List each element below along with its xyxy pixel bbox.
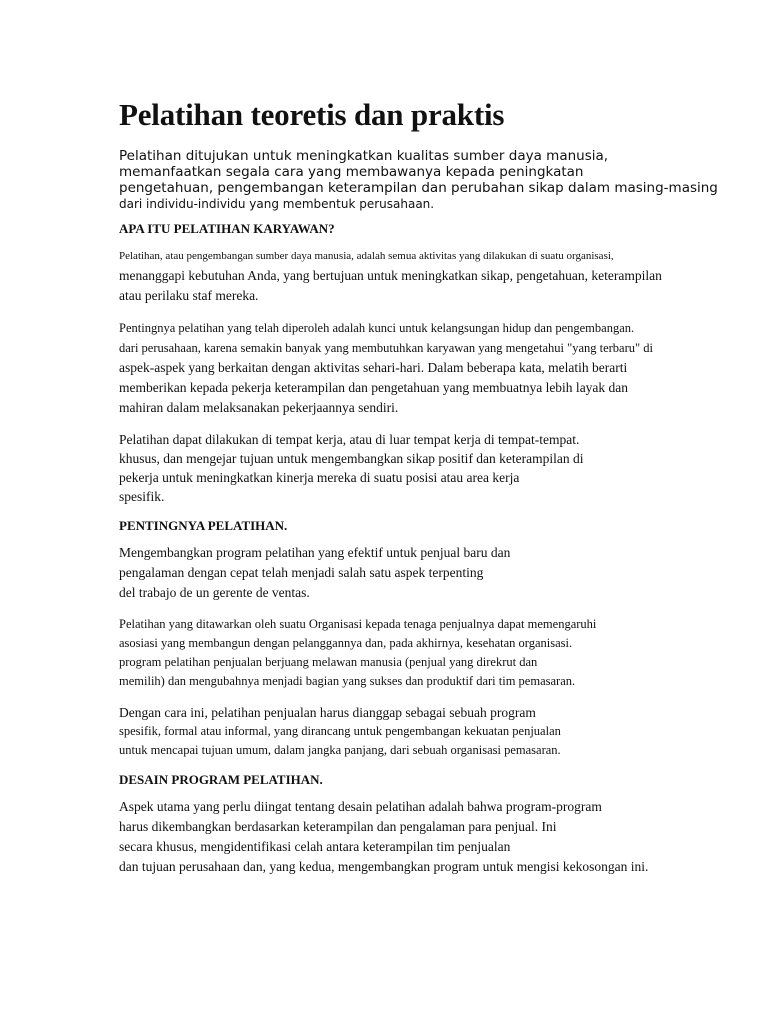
section-heading: DESAIN PROGRAM PELATIHAN. [119, 772, 323, 788]
paragraph-line: Pentingnya pelatihan yang telah diperoleh adalah kunci untuk kelangsungan hidup dan pengembangan. [119, 321, 635, 336]
lead-line: Pelatihan ditujukan untuk meningkatkan kualitas sumber daya manusia, [119, 148, 609, 165]
paragraph-line: menanggapi kebutuhan Anda, yang bertujuan untuk meningkatkan sikap, pengetahuan, keterampilan [119, 268, 662, 284]
body-paragraph [119, 703, 729, 760]
paragraph-line: program pelatihan penjualan berjuang melawan manusia (penjual yang direkrut dan [119, 655, 538, 670]
paragraph-line: memberikan kepada pekerja keterampilan dan pengetahuan yang membuatnya lebih layak dan [119, 380, 629, 396]
paragraph-line: atau perilaku staf mereka. [119, 288, 259, 304]
section-heading: APA ITU PELATIHAN KARYAWAN? [119, 221, 335, 237]
paragraph-line: dari perusahaan, karena semakin banyak yang membutuhkan karyawan yang mengetahui "yang terbaru" di [119, 341, 653, 356]
paragraph-line: pengalaman dengan cepat telah menjadi salah satu aspek terpenting [119, 565, 484, 581]
body-paragraph [119, 615, 729, 691]
paragraph-line: Dengan cara ini, pelatihan penjualan harus dianggap sebagai sebuah program [119, 705, 536, 721]
lead-line: dari individu-individu yang membentuk perusahaan. [119, 197, 435, 212]
section-heading: PENTINGNYA PELATIHAN. [119, 518, 288, 534]
paragraph-line: aspek-aspek yang berkaitan dengan aktivitas sehari-hari. Dalam beberapa kata, melatih berarti [119, 360, 628, 376]
paragraph-line: khusus, dan mengejar tujuan untuk mengembangkan sikap positif dan keterampilan di [119, 451, 584, 467]
document-page [119, 96, 729, 889]
lead-line: pengetahuan, pengembangan keterampilan dan perubahan sikap dalam masing-masing [119, 180, 718, 197]
paragraph-line: untuk mencapai tujuan umum, dalam jangka panjang, dari sebuah organisasi pemasaran. [119, 743, 561, 758]
paragraph-line: Aspek utama yang perlu diingat tentang desain pelatihan adalah bahwa program-program [119, 799, 602, 815]
body-paragraph [119, 797, 729, 877]
paragraph-line: memilih) dan mengubahnya menjadi bagian yang sukses dan produktif dari tim pemasaran. [119, 674, 576, 689]
paragraph-line: Pelatihan dapat dilakukan di tempat kerja, atau di luar tempat kerja di tempat-tempat. [119, 432, 580, 448]
paragraph-line: harus dikembangkan berdasarkan keterampilan dan pengalaman para penjual. Ini [119, 819, 557, 835]
paragraph-line: Mengembangkan program pelatihan yang efektif untuk penjual baru dan [119, 545, 511, 561]
body-paragraph [119, 318, 729, 418]
paragraph-line: pekerja untuk meningkatkan kinerja mereka di suatu posisi atau area kerja [119, 470, 520, 486]
paragraph-line: dan tujuan perusahaan dan, yang kedua, mengembangkan program untuk mengisi kekosongan ini. [119, 859, 649, 875]
paragraph-line: spesifik, formal atau informal, yang dirancang untuk pengembangan kekuatan penjualan [119, 724, 561, 739]
paragraph-line: mahiran dalam melaksanakan pekerjaannya sendiri. [119, 400, 399, 416]
paragraph-line: asosiasi yang membangun dengan pelanggannya dan, pada akhirnya, kesehatan organisasi. [119, 636, 573, 651]
page-title: Pelatihan teoretis dan praktis [119, 97, 505, 132]
body-paragraph [119, 246, 729, 306]
body-paragraph [119, 543, 729, 603]
paragraph-line: secara khusus, mengidentifikasi celah antara keterampilan tim penjualan [119, 839, 511, 855]
paragraph-line: Pelatihan, atau pengembangan sumber daya manusia, adalah semua aktivitas yang dilakukan di suatu organisasi, [119, 250, 614, 263]
lead-paragraph [119, 148, 729, 212]
paragraph-line: spesifik. [119, 489, 165, 505]
lead-line: memanfaatkan segala cara yang membawanya kepada peningkatan [119, 164, 584, 181]
paragraph-line: Pelatihan yang ditawarkan oleh suatu Organisasi kepada tenaga penjualnya dapat memengaruhi [119, 617, 597, 632]
paragraph-line: del trabajo de un gerente de ventas. [119, 585, 310, 601]
body-paragraph [119, 430, 729, 506]
